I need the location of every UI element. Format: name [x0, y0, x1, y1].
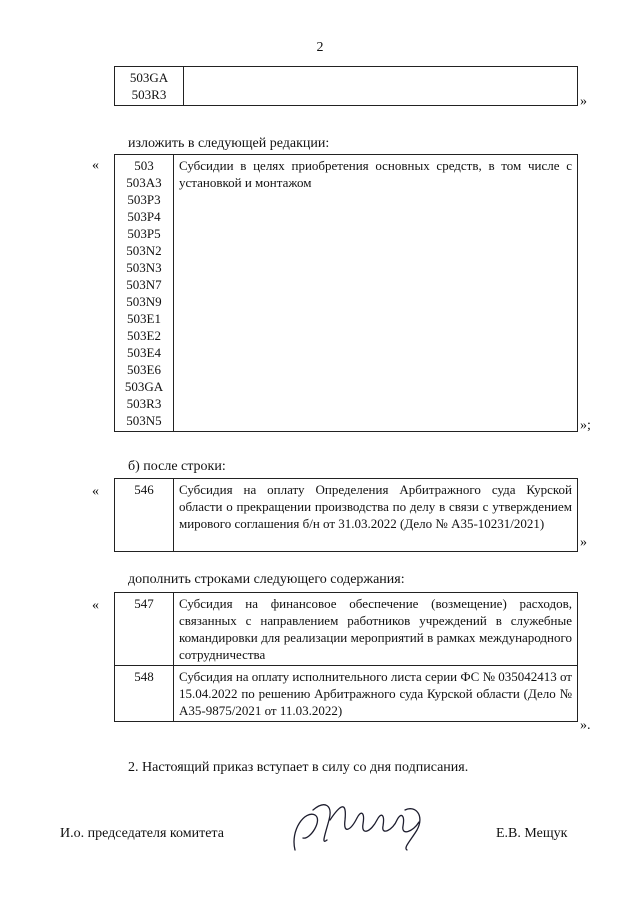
code-cell: 547 — [115, 593, 174, 666]
code-item: 503GA — [124, 379, 164, 394]
table-row-546 — [114, 478, 578, 552]
signatory-name: Е.В. Мещук — [496, 826, 568, 841]
signatory-position: И.о. председателя комитета — [60, 826, 224, 841]
code-cell: 548 — [115, 666, 174, 722]
opening-quote: « — [92, 484, 99, 499]
description-cell: Субсидия на финансовое обеспечение (возмещение) расходов, связанных с направлением работников учреждений в служебные командировки для реализации мероприятий в рамках международного сотрудничества — [174, 593, 578, 666]
opening-quote: « — [92, 598, 99, 613]
code-item: 503N5 — [126, 413, 162, 428]
code-503R3: 503R3 — [131, 87, 167, 102]
code-item: 503 — [134, 158, 154, 173]
instruction-text: дополнить строками следующего содержания: — [128, 572, 405, 587]
closing-quote: »; — [580, 418, 591, 433]
code-cell — [115, 155, 174, 432]
code-item: 503E1 — [127, 311, 161, 326]
page-number: 2 — [316, 40, 324, 55]
code-503GA: 503GA — [129, 70, 169, 85]
code-cell — [115, 67, 184, 106]
closing-quote: ». — [580, 718, 591, 733]
code-item: 503E4 — [127, 345, 161, 360]
table-rows-new — [114, 592, 578, 722]
instruction-text: изложить в следующей редакции: — [128, 136, 330, 151]
code-item: 503A3 — [126, 175, 162, 190]
code-item: 503E6 — [127, 362, 161, 377]
code-item: 503N2 — [126, 243, 162, 258]
description-cell: Субсидия на оплату Определения Арбитражного суда Курской области о прекращении производства по делу в связи с утверждением мирового соглашения б/н от 31.03.2022 (Дело № А35-10231/2021) — [174, 479, 578, 552]
description-cell: Субсидия на оплату исполнительного листа серии ФС № 035042413 от 15.04.2022 по решению Арбитражного суда Курской области (Дело № А35-9875/2021 от 11.03.2022) — [174, 666, 578, 722]
code-item: 503N9 — [126, 294, 162, 309]
code-cell: 546 — [115, 479, 174, 552]
code-item: 503P5 — [127, 226, 161, 241]
code-item: 503P3 — [127, 192, 161, 207]
closing-quote: » — [580, 94, 587, 109]
code-item: 503P4 — [127, 209, 161, 224]
handwritten-signature — [285, 790, 435, 860]
table-codes-top — [114, 66, 578, 106]
opening-quote: « — [92, 158, 99, 173]
table-codes-main — [114, 154, 578, 432]
closing-quote: » — [580, 535, 587, 550]
code-item: 503N7 — [126, 277, 162, 292]
code-item: 503N3 — [126, 260, 162, 275]
description-cell — [184, 67, 578, 106]
code-item: 503E2 — [127, 328, 161, 343]
subsection-heading: б) после строки: — [128, 459, 226, 474]
code-item: 503R3 — [126, 396, 162, 411]
description-cell: Субсидии в целях приобретения основных средств, в том числе с установкой и монтажом — [174, 155, 578, 432]
item-2: 2. Настоящий приказ вступает в силу со дня подписания. — [128, 760, 469, 775]
